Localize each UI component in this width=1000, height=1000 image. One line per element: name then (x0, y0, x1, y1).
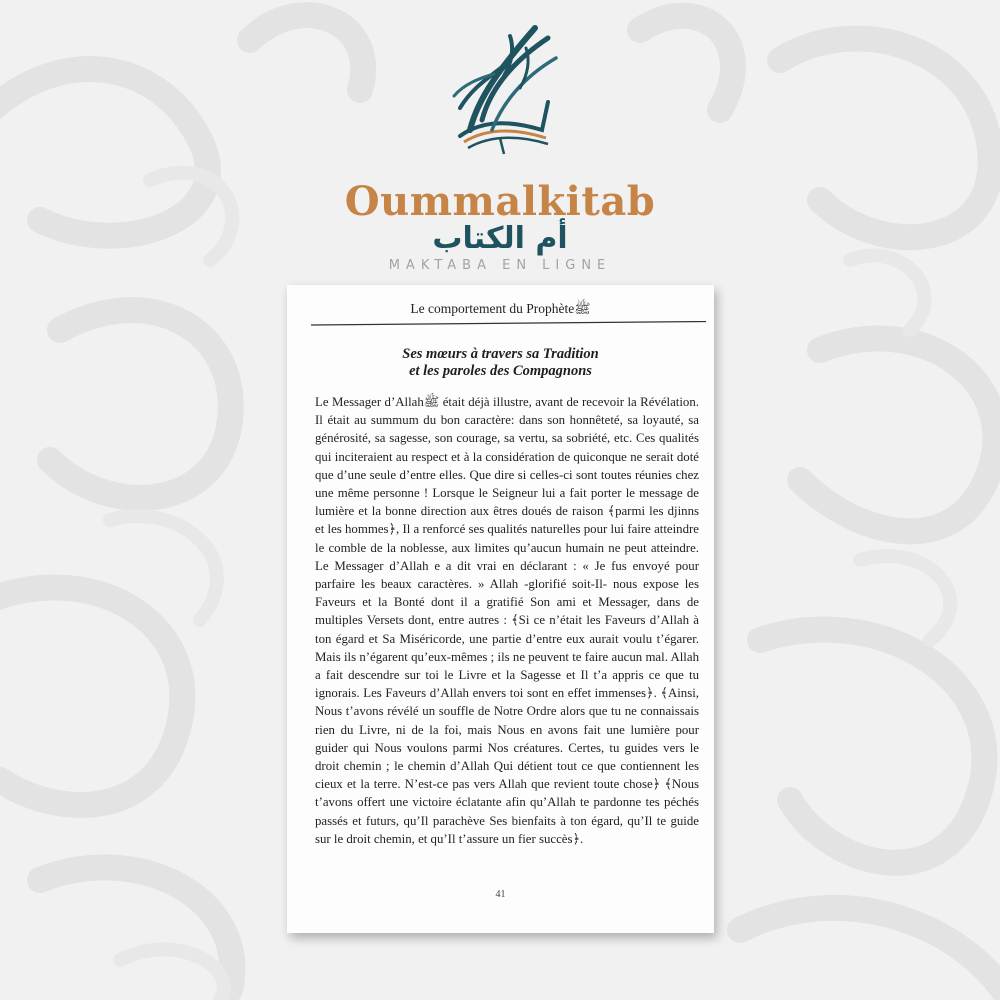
title-line-2: et les paroles des Compagnons (409, 363, 592, 379)
brand-name-latin: Oummalkitab (344, 178, 656, 225)
body-paragraph: Le Messager d’Allahﷺ était déjà illustre, avant de recevoir la Révélation. Il était au summum du bon caractère: dans son honnêteté, sa loyauté, sa générosité, sa sagesse, son courage, sa vertu, sa sobriété, etc. Ces qualités qui inciteraient au respect et à la considération de quiconque ne serait doté que d’une seule d’entre elles. Que dire si celles-ci sont toutes réunies chez une même personne ! Lorsque le Seigneur lui a fait porter le message de lumière et la bonne direction aux êtres doués de raison ﴾parmi les djinns et les hommes﴿, Il a renforcé ses qualités naturelles pour lui faire atteindre le comble de la noblesse, aux limites qu’aucun humain ne peut atteindre. Le Messager d’Allah e a dit vrai en déclarant : « Je fus envoyé pour parfaire les beaux caractères. » Allah -glorifié soit-Il- nous expose les Faveurs et la Bonté dont il a gratifié Son ami et Messager, dans de multiples Versets dont, entre autres : ﴾Si ce n’était les Faveurs d’Allah à ton égard et Sa Miséricorde, une partie d’entre eux aurait voulu t’égarer. Mais ils n’égarent qu’eux-mêmes ; ils ne peuvent te faire aucun mal. Allah a fait descendre sur toi le Livre et la Sagesse et Il t’a appris ce que tu ignorais. Les Faveurs d’Allah envers toi sont en effet immenses﴿. ﴾Ainsi, Nous t’avons révélé un souffle de Notre Ordre alors que tu ne connaissais rien du Livre, ni de la foi, mais Nous en avons fait une lumière pour guider qui Nous voulons parmi Nos créatures. Certes, tu guides vers le droit chemin ; le chemin d’Allah Qui détient tout ce que contiennent les cieux et la terre. N’est-ce pas vers Allah que revient toute chose﴿ ﴾Nous t’avons offert une victoire éclatante afin qu’Allah te pardonne tes péchés passés et futurs, qu’Il parachève Ses bienfaits à ton égard, qu’Il te guide sur le droit chemin, et qu’Il t’assure un fier succès﴿. (315, 395, 699, 846)
header-rule (311, 321, 711, 327)
quill-book-icon (430, 18, 570, 168)
section-title (287, 346, 714, 380)
book-page (287, 285, 714, 933)
brand-name-arabic: أم الكتاب (432, 221, 568, 256)
brand-logo (0, 0, 1000, 285)
running-head: Le comportement du Prophèteﷺ (410, 301, 591, 316)
page-number: 41 (495, 889, 506, 900)
title-line-1: Ses mœurs à travers sa Tradition (402, 346, 599, 362)
brand-tagline: MAKTABA EN LIGNE (388, 258, 612, 273)
